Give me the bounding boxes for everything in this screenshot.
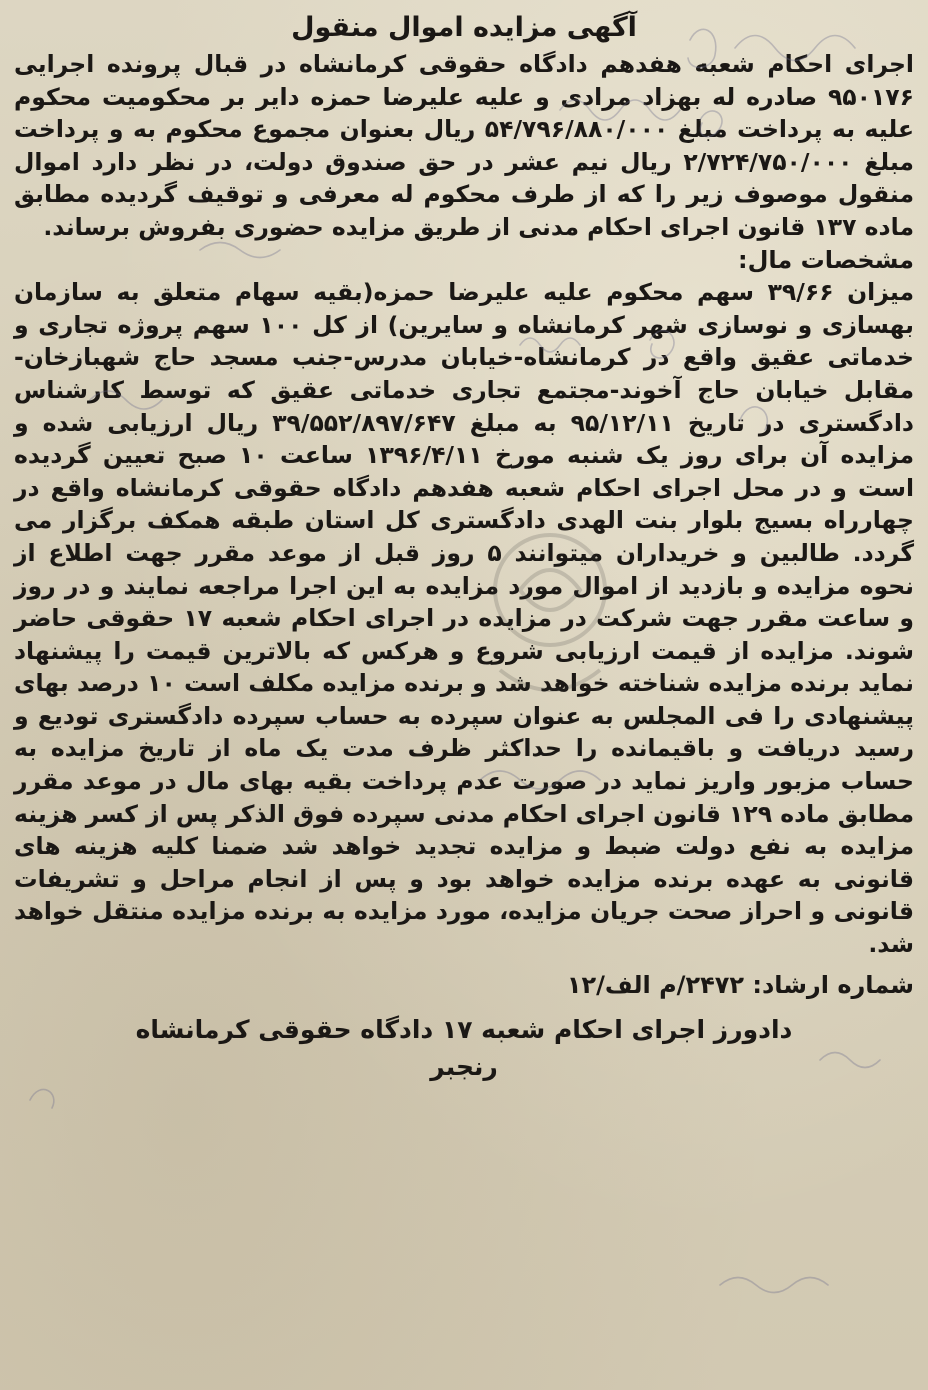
notice-intro-paragraph: اجرای احکام شعبه هفدهم دادگاه حقوقی کرمانشاه در قبال پرونده اجرایی ۹۵۰۱۷۶ صادره له بهزاد مرادی و علیه علیرضا حمزه دایر بر محکومیت محکوم علیه به پرداخت مبلغ ۵۴/۷۹۶/۸۸۰/۰۰۰ ریال بعنوان مجموع محکوم به و پرداخت مبلغ ۲/۷۲۴/۷۵۰/۰۰۰ ریال نیم عشر در حق صندوق دولت، در نظر دارد اموال منقول موصوف زیر را که از طرف محکوم له معرفی و توقیف گردیده مطابق ماده ۱۳۷ قانون اجرای احکام مدنی از طریق مزایده حضوری بفروش برساند. [14,50,915,241]
signature-title: دادورز اجرای احکام شعبه ۱۷ دادگاه حقوقی کرمانشاه [135,1014,793,1044]
property-details-heading: مشخصات مال: [737,245,914,274]
property-details-paragraph: میزان ۳۹/۶۶ سهم محکوم علیه علیرضا حمزه(بقیه سهام متعلق به سازمان بهسازی و نوسازی شهر کرمانشاه و سایرین) از کل ۱۰۰ سهم پروژه تجاری و خدماتی عقیق واقع در کرمانشاه-خیابان مدرس-جنب مسجد حاج شهبازخان-مقابل خیابان حاج آخوند-مجتمع تجاری خدماتی عقیق که توسط کارشناس دادگستری در تاریخ ۹۵/۱۲/۱۱ به مبلغ ۳۹/۵۵۲/۸۹۷/۶۴۷ ریال ارزیابی شده و مزایده آن برای روز یک شنبه مورخ ۱۳۹۶/۴/۱۱ ساعت ۱۰ صبح تعیین گردیده است و در محل اجرای احکام شعبه هفدهم دادگاه حقوقی کرمانشاه واقع در چهارراه بسیج بلوار بنت الهدی دادگستری کل استان طبقه همکف برگزار می گردد. طالبین و خریداران میتوانند ۵ روز قبل از موعد مقرر جهت اطلاع از نحوه مزایده و بازدید از اموال مورد مزایده به این اجرا مراجعه نمایند و در روز و ساعت مقرر جهت شرکت در مزایده در اجرای احکام شعبه ۱۷ حقوقی حاضر شوند. مزایده از قیمت ارزیابی شروع و هرکس که بالاترین قیمت را پیشنهاد نماید برنده مزایده شناخته خواهد شد و برنده مزایده مکلف است ۱۰ درصد بهای پیشنهادی را فی المجلس به عنوان سپرده به حساب سپرده دادگستری تودیع و رسید دریافت و باقیمانده را حداکثر ظرف مدت یک ماه از تاریخ مزایده به حساب مزبور واریز نماید در صورت عدم پرداخت بقیه بهای مال در موعد مقرر مطابق ماده ۱۲۹ قانون اجرای احکام مدنی سپرده فوق الذکر پس از کسر هزینه مزایده به نفع دولت ضبط و مزایده تجدید خواهد شد ضمنا کلیه هزینه های قانونی به عهده برنده مزایده خواهد بود و پس از انجام مراحل و تشریفات قانونی و احراز صحت جریان مزایده، مورد مزایده به برنده مزایده منتقل خواهد شد. [14,278,914,959]
notice-title: آگهی مزایده اموال منقول [291,12,637,43]
guidance-number: شماره ارشاد: ۲۴۷۲/م الف/۱۲ [566,970,914,999]
signature-name: رنجبر [430,1051,498,1081]
watermark-seal [460,520,640,720]
